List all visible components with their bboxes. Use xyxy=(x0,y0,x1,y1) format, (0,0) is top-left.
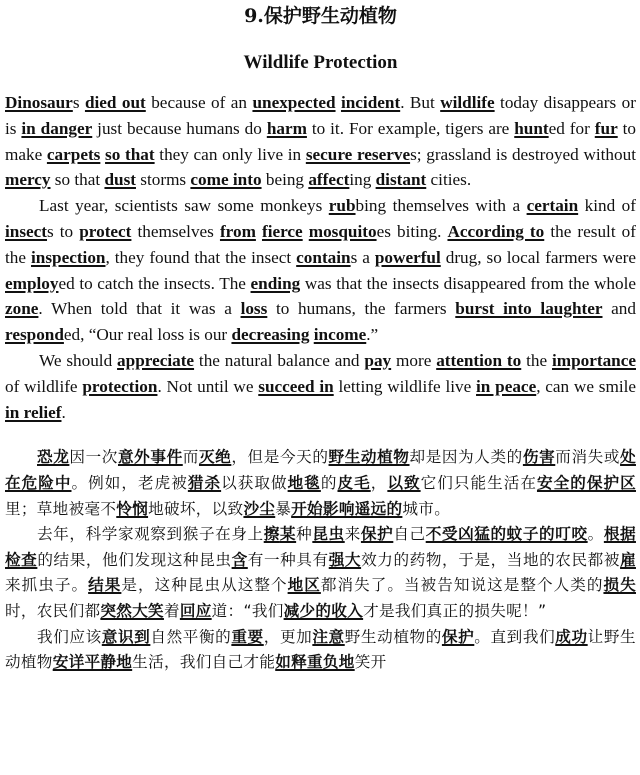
vocabulary-term: certain xyxy=(526,196,579,216)
vocabulary-underline xyxy=(296,248,350,267)
text-run: 。直到我们 xyxy=(474,627,556,646)
text-run: being xyxy=(261,170,309,190)
text-run: cities. xyxy=(426,170,472,190)
text-run: today disappears or is xyxy=(5,93,636,138)
vocabulary-underline xyxy=(361,525,393,543)
vocabulary-underline xyxy=(220,222,256,241)
vocabulary-underline xyxy=(329,448,410,466)
text-run: because of an xyxy=(145,93,253,112)
vocabulary-underline xyxy=(341,93,400,112)
text-run: and xyxy=(602,299,636,319)
text-run: of wildlife xyxy=(5,376,83,396)
vocabulary-term: According to xyxy=(447,221,545,241)
chinese-passage xyxy=(5,445,636,675)
vocabulary-term: come into xyxy=(190,170,262,190)
vocabulary-underline xyxy=(309,222,377,241)
text-run: 去年，科学家观察到猴子在身上 xyxy=(37,525,264,544)
vocabulary-term: 皮毛 xyxy=(337,473,371,492)
vocabulary-underline xyxy=(288,576,321,594)
text-run: 暴 xyxy=(275,499,292,518)
text-run: . xyxy=(61,402,66,422)
vocabulary-underline xyxy=(5,170,51,189)
vocabulary-term: burst into laughter xyxy=(455,299,603,319)
text-run: 。 xyxy=(587,525,604,544)
vocabulary-term: importance xyxy=(551,350,636,370)
vocabulary-underline xyxy=(552,351,636,370)
text-run: storms xyxy=(135,170,191,190)
vocabulary-term: inspection xyxy=(30,247,106,267)
vocabulary-term: 突然大笑 xyxy=(100,601,164,620)
vocabulary-term: in danger xyxy=(21,118,93,138)
vocabulary-underline xyxy=(88,576,121,594)
vocabulary-term: 重要 xyxy=(231,627,264,646)
vocabulary-term: 地毯 xyxy=(287,473,321,492)
text-run: . When told that it was a xyxy=(38,299,241,319)
text-run: 让野生动植物 xyxy=(5,627,636,672)
vocabulary-underline xyxy=(312,628,344,646)
vocabulary-underline xyxy=(79,222,131,241)
vocabulary-underline xyxy=(523,448,555,466)
vocabulary-term: zone xyxy=(5,299,39,319)
text-run: 我们应该 xyxy=(37,627,102,646)
vocabulary-term: mosquito xyxy=(308,221,377,241)
text-run: 都消失了。当被告知说这是整个人类的 xyxy=(320,576,604,595)
vocabulary-term: insect xyxy=(5,221,48,241)
vocabulary-underline xyxy=(102,628,151,646)
vocabulary-term: 回应 xyxy=(179,601,212,620)
text-run: , they found that the insect xyxy=(105,247,297,267)
text-run: themselves xyxy=(131,221,220,241)
vocabulary-underline xyxy=(442,628,474,646)
vocabulary-underline xyxy=(291,500,402,518)
vocabulary-term: carpets xyxy=(46,144,101,164)
vocabulary-underline xyxy=(31,248,106,267)
vocabulary-term: so that xyxy=(105,144,155,164)
text-run: ing xyxy=(349,170,376,190)
vocabulary-term: 沙尘 xyxy=(243,499,276,518)
vocabulary-underline xyxy=(364,351,391,370)
vocabulary-underline xyxy=(603,576,636,594)
text-run: 着 xyxy=(163,601,180,620)
vocabulary-underline xyxy=(312,525,344,543)
text-run: was that the insects disappeared from the whole xyxy=(300,273,636,293)
vocabulary-term: from xyxy=(219,221,256,241)
vocabulary-term: 含 xyxy=(231,550,248,569)
vocabulary-term: 保护 xyxy=(360,525,394,544)
vocabulary-term: respond xyxy=(5,325,64,345)
text-run: 道：“我们 xyxy=(211,601,284,620)
text-run: 地破坏，以致 xyxy=(148,499,244,518)
vocabulary-underline xyxy=(5,299,38,318)
text-run: the natural balance and xyxy=(194,350,365,370)
vocabulary-underline xyxy=(37,448,69,466)
vocabulary-underline xyxy=(190,170,261,189)
vocabulary-underline xyxy=(199,448,231,466)
text-run: 而 xyxy=(182,448,199,467)
vocabulary-underline xyxy=(288,474,321,492)
text-run: 有一种具有 xyxy=(247,550,329,569)
vocabulary-underline xyxy=(280,525,296,543)
vocabulary-underline xyxy=(231,628,263,646)
vocabulary-underline xyxy=(232,551,248,569)
text-run: letting wildlife live xyxy=(333,376,477,396)
english-paragraph-3 xyxy=(5,348,636,425)
text-run: ，更加 xyxy=(263,627,313,646)
vocabulary-term: 保护 xyxy=(441,627,475,646)
vocabulary-underline xyxy=(436,351,521,370)
vocabulary-term: 强大 xyxy=(328,550,362,569)
vocabulary-term: 成功 xyxy=(555,627,588,646)
text-run: ， xyxy=(370,473,388,492)
chinese-paragraph-3 xyxy=(5,625,636,676)
text-run: 来抓虫子。 xyxy=(5,576,89,595)
vocabulary-underline xyxy=(252,93,335,112)
text-run: s a xyxy=(350,247,375,267)
vocabulary-underline xyxy=(329,196,356,215)
text-run: 却是因为人类的 xyxy=(409,448,523,467)
vocabulary-term: 不受凶猛的蚊子的叮咬 xyxy=(425,525,588,544)
vocabulary-term: 结果 xyxy=(88,576,122,595)
english-title: Wildlife Protection xyxy=(243,52,398,73)
text-run: to it. For example, tigers are xyxy=(306,118,515,138)
vocabulary-underline xyxy=(308,170,349,189)
vocabulary-term: 根据检查 xyxy=(5,525,636,569)
vocabulary-underline xyxy=(337,474,370,492)
text-run: the result of the xyxy=(5,221,636,267)
text-run: bing themselves with a xyxy=(355,196,527,216)
text-run: 才是我们真正的损失呢！” xyxy=(363,601,547,620)
vocabulary-underline xyxy=(251,274,301,293)
text-run: the xyxy=(521,350,552,370)
vocabulary-term: 擦 xyxy=(263,525,280,544)
vocabulary-underline xyxy=(284,602,363,620)
vocabulary-term: 野生动植物 xyxy=(328,448,410,467)
text-run: 来 xyxy=(344,525,361,544)
text-run: to humans, the farmers xyxy=(267,299,456,319)
english-passage xyxy=(5,90,636,425)
text-run: 时，农民们都 xyxy=(5,601,101,620)
vocabulary-underline xyxy=(555,628,587,646)
vocabulary-term: loss xyxy=(240,299,268,319)
text-run: drug, so local farmers were xyxy=(440,247,636,267)
vocabulary-underline xyxy=(105,145,155,164)
vocabulary-term: rub xyxy=(328,196,356,216)
text-run: 的结果，他们发现这种昆虫 xyxy=(37,550,232,569)
vocabulary-term: 减少的收入 xyxy=(283,601,364,620)
vocabulary-underline xyxy=(376,170,427,189)
text-run: Last year, scientists saw some monkeys xyxy=(39,196,329,216)
vocabulary-underline xyxy=(21,119,92,138)
vocabulary-term: 伤害 xyxy=(522,448,556,467)
vocabulary-underline xyxy=(118,448,183,466)
text-run: ed, “Our real loss is our xyxy=(63,325,232,345)
vocabulary-underline xyxy=(82,377,157,396)
text-run: 自己 xyxy=(393,525,426,544)
vocabulary-underline xyxy=(264,525,280,543)
vocabulary-term: dust xyxy=(104,170,136,190)
vocabulary-underline xyxy=(620,551,636,569)
vocabulary-term: fur xyxy=(594,118,618,138)
chinese-title: 9.保护野生动植物 xyxy=(244,5,397,27)
vocabulary-underline xyxy=(267,119,307,138)
vocabulary-underline xyxy=(47,145,100,164)
english-paragraph-1 xyxy=(5,90,636,193)
text-run: .” xyxy=(366,325,379,345)
chinese-paragraph-1 xyxy=(5,445,636,522)
vocabulary-term: 怜悯 xyxy=(116,499,149,518)
vocabulary-term: 雇 xyxy=(620,550,636,569)
vocabulary-term: appreciate xyxy=(117,350,195,370)
vocabulary-underline xyxy=(241,299,268,318)
vocabulary-underline xyxy=(243,500,275,518)
vocabulary-term: 猎杀 xyxy=(187,473,222,492)
text-run: to make xyxy=(5,118,637,164)
vocabulary-term: protect xyxy=(79,221,132,241)
vocabulary-term: unexpected xyxy=(252,93,336,112)
vocabulary-term: Dinosaur xyxy=(5,93,73,112)
vocabulary-underline xyxy=(117,351,194,370)
vocabulary-term: pay xyxy=(364,350,392,370)
vocabulary-underline xyxy=(306,145,410,164)
vocabulary-term: 如释重负地 xyxy=(275,653,355,672)
vocabulary-term: ending xyxy=(250,273,301,293)
vocabulary-term: 损失 xyxy=(603,576,636,595)
vocabulary-underline xyxy=(537,474,636,492)
vocabulary-underline xyxy=(447,222,544,241)
text-run: 而消失或 xyxy=(555,448,621,467)
text-run: 是，这种昆虫从这整个 xyxy=(121,576,288,595)
vocabulary-underline xyxy=(527,196,579,215)
vocabulary-term: died out xyxy=(84,93,146,112)
vocabulary-underline xyxy=(387,474,420,492)
vocabulary-underline xyxy=(116,500,148,518)
text-run: 里；草地被毫不 xyxy=(5,499,117,518)
vocabulary-underline xyxy=(5,93,73,112)
text-run: 野生动植物的 xyxy=(344,627,442,646)
text-run: 自然平衡的 xyxy=(150,627,232,646)
vocabulary-underline xyxy=(53,653,132,671)
text-run: more xyxy=(391,350,437,370)
chinese-paragraph-2 xyxy=(5,522,636,624)
text-run: 城市。 xyxy=(402,499,451,518)
vocabulary-underline xyxy=(231,325,309,344)
vocabulary-underline xyxy=(275,653,354,671)
vocabulary-term: 恐龙 xyxy=(37,448,70,467)
text-run: s; grassland is destroyed without xyxy=(410,144,636,164)
vocabulary-term: affect xyxy=(308,170,350,190)
text-run: We should xyxy=(39,350,118,370)
vocabulary-underline xyxy=(595,119,618,138)
vocabulary-term: harm xyxy=(266,118,307,138)
vocabulary-term: contain xyxy=(296,247,351,267)
vocabulary-underline xyxy=(100,602,164,620)
vocabulary-term: 以致 xyxy=(387,473,421,492)
text-run: 笑开 xyxy=(354,653,387,672)
vocabulary-term: 地区 xyxy=(287,576,321,595)
text-run: 效力的药物，于是，当地的农民都被 xyxy=(361,550,621,569)
vocabulary-term: wildlife xyxy=(440,93,495,112)
vocabulary-term: 开始影响遥远的 xyxy=(291,499,403,518)
vocabulary-underline xyxy=(375,248,441,267)
text-run: 。例如，老虎被 xyxy=(71,473,188,492)
vocabulary-term: 注意 xyxy=(312,627,345,646)
text-run: 因一次 xyxy=(69,448,118,467)
vocabulary-term: 昆虫 xyxy=(312,525,345,544)
text-run: s xyxy=(72,93,85,112)
vocabulary-term: attention to xyxy=(436,350,522,370)
text-run: es biting. xyxy=(376,221,448,241)
vocabulary-term: mercy xyxy=(5,170,51,190)
vocabulary-underline xyxy=(476,377,536,396)
vocabulary-term: 灭绝 xyxy=(198,448,232,467)
vocabulary-underline xyxy=(258,377,333,396)
vocabulary-term: fierce xyxy=(261,221,303,241)
vocabulary-term: in relief xyxy=(5,402,62,422)
vocabulary-underline xyxy=(262,222,303,241)
text-run: kind of xyxy=(578,196,636,216)
vocabulary-underline xyxy=(5,222,47,241)
text-run: so that xyxy=(50,170,105,190)
vocabulary-underline xyxy=(188,474,221,492)
vocabulary-term: 安详平静地 xyxy=(52,653,133,672)
text-run: 种 xyxy=(296,525,313,544)
vocabulary-term: distant xyxy=(375,170,427,190)
vocabulary-term: decreasing xyxy=(231,325,310,345)
vocabulary-underline xyxy=(440,93,494,112)
text-run: 的 xyxy=(320,473,338,492)
vocabulary-term: succeed in xyxy=(258,376,334,396)
vocabulary-underline xyxy=(329,551,361,569)
vocabulary-term: 某 xyxy=(279,525,297,544)
vocabulary-underline xyxy=(5,274,58,293)
vocabulary-underline xyxy=(180,602,212,620)
vocabulary-term: 安全的保护区 xyxy=(536,473,636,492)
vocabulary-term: hunt xyxy=(514,118,549,138)
text-run: just because humans do xyxy=(92,118,267,138)
text-run: ，但是今天的 xyxy=(231,448,329,467)
vocabulary-term: 意外事件 xyxy=(117,448,183,467)
vocabulary-underline xyxy=(314,325,367,344)
text-run: . Not until we xyxy=(157,376,259,396)
text-run: 以获取做 xyxy=(221,473,288,492)
vocabulary-term: secure reserve xyxy=(305,144,411,164)
text-run: ed for xyxy=(548,118,595,138)
text-run: they can only live in xyxy=(154,144,306,164)
vocabulary-underline xyxy=(5,325,64,344)
vocabulary-term: protection xyxy=(82,376,158,396)
text-run: , can we smile xyxy=(536,376,636,396)
vocabulary-underline xyxy=(514,119,548,138)
vocabulary-underline xyxy=(85,93,146,112)
vocabulary-underline xyxy=(104,170,136,189)
vocabulary-term: powerful xyxy=(374,247,441,267)
english-paragraph-2 xyxy=(5,193,636,348)
text-run: s to xyxy=(47,221,80,241)
vocabulary-term: incident xyxy=(340,93,401,112)
vocabulary-term: in peace xyxy=(476,376,537,396)
text-run: ed to catch the insects. The xyxy=(58,273,251,293)
text-run: 它们只能生活在 xyxy=(420,473,537,492)
vocabulary-term: 处在危险中 xyxy=(5,448,636,492)
vocabulary-term: income xyxy=(313,325,367,345)
text-run: 生活，我们自己才能 xyxy=(132,653,276,672)
vocabulary-term: employ xyxy=(5,273,59,293)
vocabulary-underline xyxy=(455,299,602,318)
vocabulary-underline xyxy=(426,525,588,543)
vocabulary-term: 意识到 xyxy=(101,627,151,646)
text-run: . But xyxy=(400,93,441,112)
vocabulary-underline xyxy=(5,403,61,422)
